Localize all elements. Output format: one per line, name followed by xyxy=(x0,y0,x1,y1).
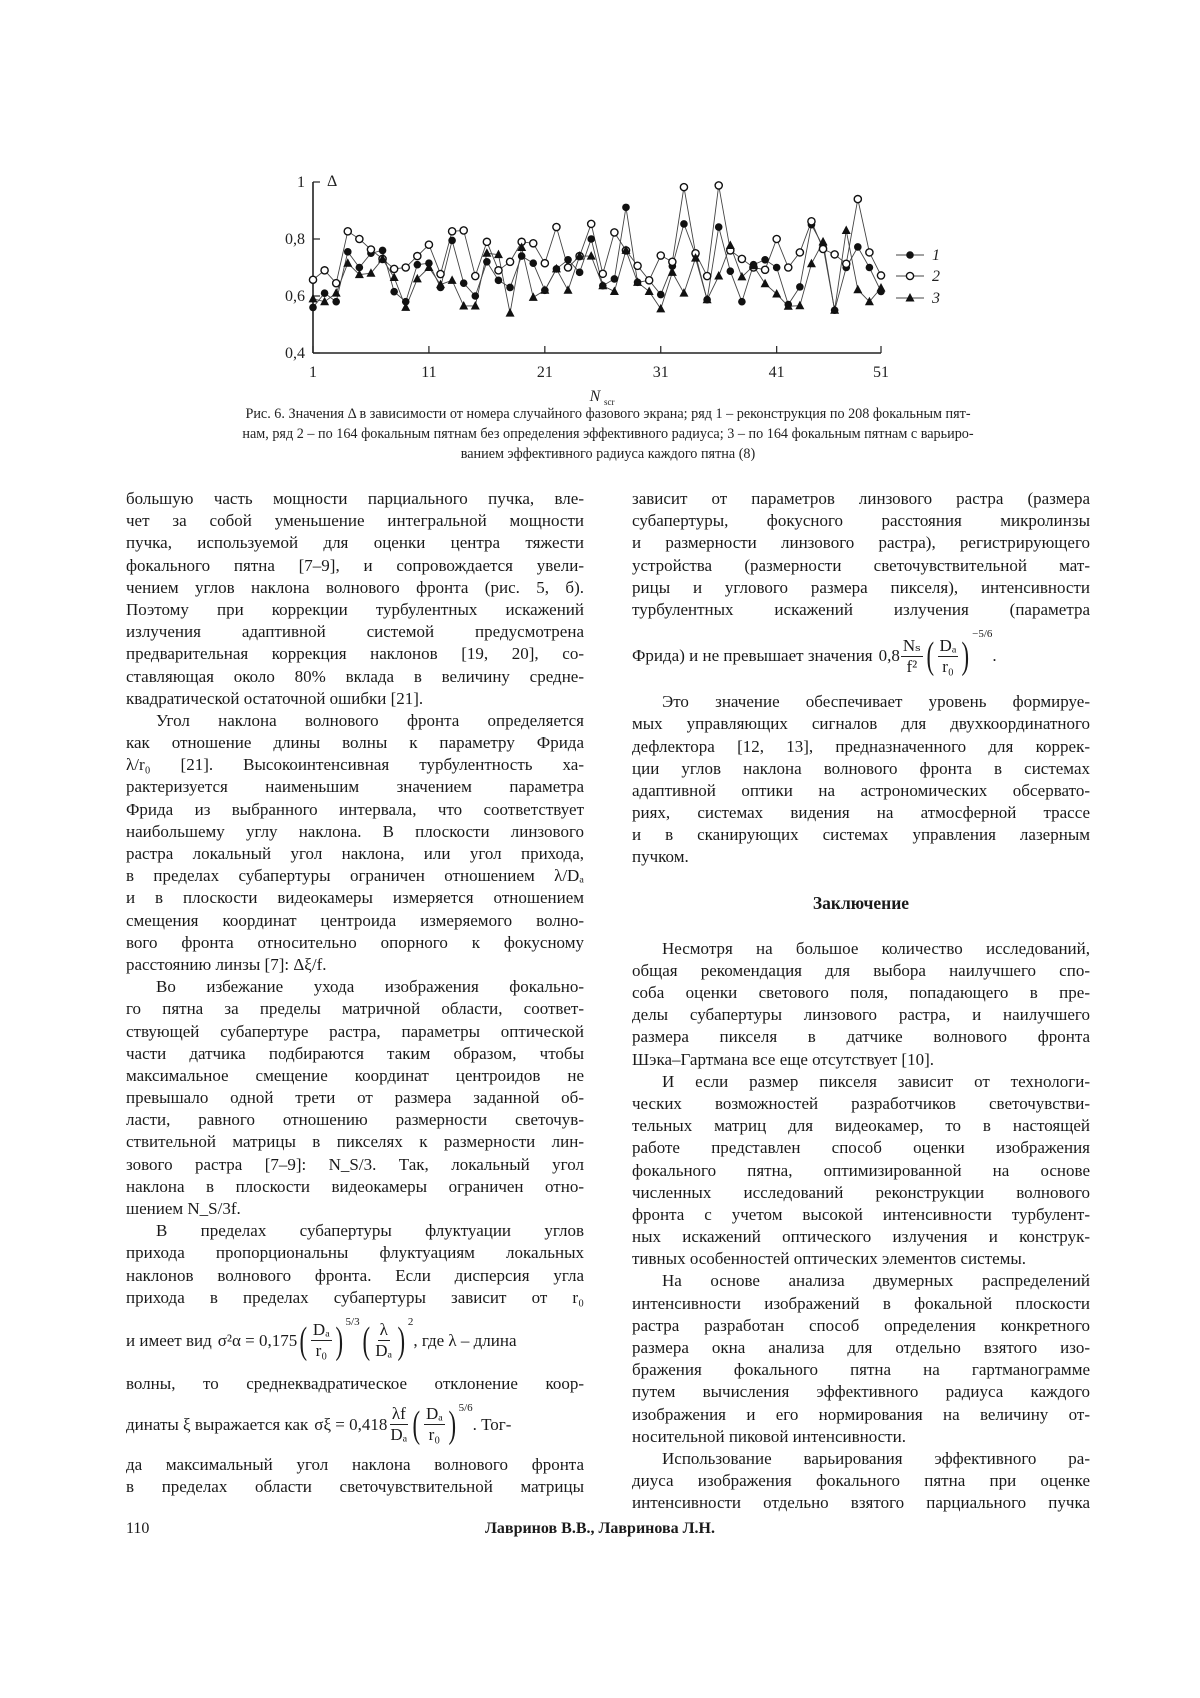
text-line: диуса изображения фокального пятна при оценке xyxy=(632,1470,1090,1492)
text-line: носительной пиковой интенсивности. xyxy=(632,1426,1090,1448)
text-line: превышало одной трети от размера заданной об- xyxy=(126,1087,584,1109)
series-1-point xyxy=(390,288,398,296)
series-2-point xyxy=(553,223,560,230)
series-3-point xyxy=(668,267,677,276)
formula-exp: 5/3 xyxy=(346,1311,360,1333)
formula-text: динаты ξ выражается как xyxy=(126,1414,308,1436)
text-line: Во избежание ухода изображения фокально- xyxy=(126,976,584,998)
series-2-point xyxy=(367,246,374,253)
text-line: общая рекомендация для выбора наилучшего спо- xyxy=(632,960,1090,982)
series-2-point xyxy=(344,228,351,235)
series-1-point xyxy=(379,247,387,255)
text-line: На основе анализа двумерных распределений xyxy=(632,1270,1090,1292)
text-line: соба оценки светового поля, попадающего в пре- xyxy=(632,982,1090,1004)
legend-marker xyxy=(906,293,915,302)
formula-den: r₀ xyxy=(940,657,956,677)
text-line: и размерности линзового растра), регистрирующего xyxy=(632,532,1090,554)
series-2-point xyxy=(425,241,432,248)
text-line: ции углов наклона волнового фронта в системах xyxy=(632,758,1090,780)
series-3-point xyxy=(772,289,781,298)
y-tick-label: 0,8 xyxy=(285,231,305,248)
series-2-point xyxy=(541,260,548,267)
series-1-point xyxy=(587,235,595,243)
series-2-point xyxy=(773,235,780,242)
series-2-point xyxy=(414,253,421,260)
text-line: В пределах субапертуры флуктуации углов xyxy=(126,1220,584,1242)
formula-num: Dₐ xyxy=(311,1320,332,1341)
formula-text: . Тог- xyxy=(473,1414,512,1436)
series-1-point xyxy=(321,289,329,297)
y-axis-label: Δ xyxy=(327,173,337,190)
series-2-point xyxy=(460,227,467,234)
text-line: λ/r₀ [21]. Высокоинтенсивная турбулентность ха- xyxy=(126,754,584,776)
series-1-point xyxy=(309,304,317,312)
formula-num: Dₐ xyxy=(938,636,959,657)
series-3-point xyxy=(761,279,770,288)
text-line: растра разработан способ определения конкретного xyxy=(632,1315,1090,1337)
series-2-point xyxy=(564,264,571,271)
series-3-point xyxy=(737,272,746,281)
series-2-point xyxy=(333,280,340,287)
page-number: 110 xyxy=(126,1520,149,1538)
series-1-line xyxy=(313,207,881,310)
x-tick-label: 11 xyxy=(421,364,436,381)
formula-den: Dₐ xyxy=(373,1341,394,1361)
x-axis-label-subscript: scr xyxy=(604,397,615,407)
series-3-point xyxy=(656,304,665,313)
series-2-point xyxy=(808,218,815,225)
figure-6-chart xyxy=(0,0,1200,400)
series-2-point xyxy=(796,249,803,256)
series-2-point xyxy=(704,272,711,279)
series-2-point xyxy=(831,251,838,258)
text-line: чением углов наклона волнового фронта (рис. 5, б). xyxy=(126,577,584,599)
series-2-point xyxy=(877,272,884,279)
series-3-point xyxy=(714,271,723,280)
legend-marker xyxy=(906,251,914,259)
left-column xyxy=(126,488,584,1499)
section-heading: Заключение xyxy=(632,869,1090,938)
series-2-point xyxy=(391,265,398,272)
series-2-point xyxy=(472,272,479,279)
formula-den: f² xyxy=(905,657,920,677)
series-2-point xyxy=(738,255,745,262)
series-1-point xyxy=(622,204,630,212)
figure-caption xyxy=(126,404,1090,464)
series-1-point xyxy=(495,277,503,285)
series-1-point xyxy=(738,298,746,306)
text-line: размера окна анализа для отдельно взятого изо- xyxy=(632,1337,1090,1359)
text-line: фокального пятна [7–9], и сопровождается увели- xyxy=(126,555,584,577)
series-3-point xyxy=(726,241,735,250)
text-line: шением N_S/3f. xyxy=(126,1198,584,1220)
series-2-point xyxy=(506,258,513,265)
series-3-point xyxy=(679,288,688,297)
text-line: прихода пропорциональны флуктуациям локальных xyxy=(126,1242,584,1264)
text-line: работе представлен способ оценки изображения xyxy=(632,1137,1090,1159)
series-1-point xyxy=(471,292,479,300)
series-1-point xyxy=(414,261,422,269)
series-2-point xyxy=(819,245,826,252)
text-line: изображения и его нормирования на величину от- xyxy=(632,1404,1090,1426)
text-line: ческих возможностей разработчиков светочувстви- xyxy=(632,1093,1090,1115)
text-line: тельных матриц для видеокамер, то в настоящей xyxy=(632,1115,1090,1137)
text-line: Использование варьирования эффективного ра- xyxy=(632,1448,1090,1470)
text-line: большую часть мощности парциального пучка, вле- xyxy=(126,488,584,510)
text-line: Поэтому при коррекции турбулентных искажений xyxy=(126,599,584,621)
text-line: чет за собой уменьшение интегральной мощности xyxy=(126,510,584,532)
formula-lhs: σξ = 0,418 xyxy=(314,1414,387,1436)
text-line: в пределах субапертуры ограничен отношением λ/Dₐ xyxy=(126,865,584,887)
series-1-point xyxy=(715,223,723,231)
text-line: Фрида из выбранного интервала, что соответствует xyxy=(126,799,584,821)
formula-num: λ xyxy=(378,1320,390,1341)
text-line: зового растра [7–9]: N_S/3. Так, локальный угол xyxy=(126,1154,584,1176)
x-tick-label: 31 xyxy=(653,364,669,381)
formula-exp: 5/6 xyxy=(459,1397,473,1419)
text-line: вого фронта относительно опорного к фокусному xyxy=(126,932,584,954)
series-2-point xyxy=(599,270,606,277)
series-3-point xyxy=(610,286,619,295)
text-line: путем вычисления эффективного радиуса каждого xyxy=(632,1381,1090,1403)
series-1-point xyxy=(332,298,340,306)
series-2-point xyxy=(866,249,873,256)
series-1-point xyxy=(854,243,862,251)
series-2-point xyxy=(402,264,409,271)
formula-max-angle: Фрида) и не превышает значения 0,8 Nₛ f² ( Dₐ r₀ ) −5/6 . xyxy=(632,621,1090,691)
series-1-point xyxy=(529,259,537,267)
text-line: предварительная коррекция наклонов [19, 20], со- xyxy=(126,643,584,665)
series-3-point xyxy=(842,225,851,234)
formula-den: r₀ xyxy=(314,1341,330,1361)
text-line: волны, то среднеквадратическое отклонение коор- xyxy=(126,1373,584,1395)
text-line: в пределах области светочувствительной матрицы xyxy=(126,1476,584,1498)
series-1-point xyxy=(680,220,688,228)
series-2-point xyxy=(761,266,768,273)
text-line: ных искажений оптического излучения и конструк- xyxy=(632,1226,1090,1248)
series-3-point xyxy=(564,285,573,294)
series-1-point xyxy=(657,291,665,299)
series-3-point xyxy=(853,285,862,294)
x-tick-label: 21 xyxy=(537,364,553,381)
series-2-point xyxy=(588,220,595,227)
caption-line: Рис. 6. Значения Δ в зависимости от номера случайного фазового экрана; ряд 1 – реконструкция по 208 фокальным пят- xyxy=(126,404,1090,424)
formula-sigma-alpha: и имеет вид σ²α = 0,175 ( Dₐ r₀ ) 5/3 ( λ Dₐ ) 2 , где λ – длина xyxy=(126,1309,584,1373)
series-1-point xyxy=(564,256,572,264)
text-line: квадратической остаточной ошибки [21]. xyxy=(126,688,584,710)
series-2-point xyxy=(611,229,618,236)
series-2-point xyxy=(437,270,444,277)
right-column xyxy=(632,488,1090,1515)
text-line: устройства (размерности светочувствительной мат- xyxy=(632,555,1090,577)
legend-label: 1 xyxy=(932,247,940,264)
text-line: ласти, равного отношению размерности светочув- xyxy=(126,1109,584,1131)
series-1-point xyxy=(773,264,781,272)
text-line: интенсивности изображений в фокальной плоскости xyxy=(632,1293,1090,1315)
series-3-point xyxy=(471,301,480,310)
caption-line: нам, ряд 2 – по 164 фокальным пятнам без определения эффективного радиуса; 3 – по 164 фокальным пятнам с варьиро- xyxy=(126,424,1090,444)
formula-text: Фрида) и не превышает значения xyxy=(632,645,873,667)
series-2-point xyxy=(356,235,363,242)
text-line: размера пикселя в датчике волнового фронта xyxy=(632,1026,1090,1048)
x-tick-label: 1 xyxy=(309,364,317,381)
text-line: максимальное смещение координат центроидов не xyxy=(126,1065,584,1087)
series-1-point xyxy=(448,237,456,245)
text-line: бражения фокального пятна на гартманограмме xyxy=(632,1359,1090,1381)
text-line: рактеризуется наименьшим значением параметра xyxy=(126,776,584,798)
series-1-point xyxy=(518,252,526,260)
text-line: как отношение длины волны к параметру Фрида xyxy=(126,732,584,754)
caption-line: ванием эффективного радиуса каждого пятна (8) xyxy=(126,444,1090,464)
text-line: рицы и углового размера пикселя), интенсивности xyxy=(632,577,1090,599)
text-line: численных исследований реконструкции волнового xyxy=(632,1182,1090,1204)
series-1-point xyxy=(866,264,874,272)
series-1-point xyxy=(761,256,769,264)
series-2-point xyxy=(785,264,792,271)
text-line: Это значение обеспечивает уровень формируе- xyxy=(632,691,1090,713)
formula-lhs: 0,8 xyxy=(879,645,900,667)
text-line: да максимальный угол наклона волнового фронта xyxy=(126,1454,584,1476)
text-line: растра локальный угол наклона, или угол прихода, xyxy=(126,843,584,865)
formula-text: . xyxy=(992,645,996,667)
formula-den: Dₐ xyxy=(388,1425,409,1445)
formula-num: λf xyxy=(390,1404,408,1425)
text-line: го пятна за пределы матричной области, соответ- xyxy=(126,998,584,1020)
series-2-point xyxy=(530,240,537,247)
text-line: зависит от параметров линзового растра (размера xyxy=(632,488,1090,510)
series-3-point xyxy=(529,292,538,301)
text-line: ставляющая около 80% вклада в величину средне- xyxy=(126,666,584,688)
series-2-point xyxy=(680,184,687,191)
series-1-point xyxy=(796,283,804,291)
formula-num: Dₐ xyxy=(424,1404,445,1425)
text-line: турбулентных искажений излучения (параметра xyxy=(632,599,1090,621)
text-line: прихода в пределах субапертуры зависит от r₀ xyxy=(126,1287,584,1309)
x-tick-label: 41 xyxy=(769,364,785,381)
series-1-point xyxy=(576,269,584,277)
text-line: наклона в плоскости видеокамеры ограничен отно- xyxy=(126,1176,584,1198)
text-line: смещения координат центроида измеряемого волно- xyxy=(126,910,584,932)
text-line: риях, системах видения на атмосферной трассе xyxy=(632,802,1090,824)
y-tick-label: 0,4 xyxy=(285,345,305,362)
series-2-point xyxy=(309,276,316,283)
series-2-point xyxy=(669,258,676,265)
legend-label: 2 xyxy=(932,268,940,285)
text-line: Шэка–Гартмана все еще отсутствует [10]. xyxy=(632,1049,1090,1071)
series-3-point xyxy=(506,308,515,317)
series-1-point xyxy=(460,279,468,287)
formula-lhs: σ²α = 0,175 xyxy=(218,1330,298,1352)
text-line: фокального пятна, оптимизированной на основе xyxy=(632,1160,1090,1182)
series-3-point xyxy=(795,301,804,310)
formula-text: , где λ – длина xyxy=(413,1330,516,1352)
x-axis-label: N xyxy=(589,388,602,405)
formula-sigma-xi: динаты ξ выражается как σξ = 0,418 λf Dₐ ( Dₐ r₀ ) 5/6 . Тог- xyxy=(126,1395,584,1454)
series-2-point xyxy=(634,262,641,269)
text-line: ствующей субапертуре растра, параметры оптической xyxy=(126,1021,584,1043)
text-line: Несмотря на большое количество исследований, xyxy=(632,938,1090,960)
formula-den: r₀ xyxy=(427,1425,443,1445)
legend-label: 3 xyxy=(931,290,940,307)
text-line: ствительной матрицы в пикселях к размерности лин- xyxy=(126,1131,584,1153)
series-3-point xyxy=(645,286,654,295)
formula-exp: −5/6 xyxy=(972,623,992,645)
series-2-point xyxy=(854,196,861,203)
series-2-point xyxy=(449,228,456,235)
y-tick-label: 1 xyxy=(297,174,305,191)
formula-num: Nₛ xyxy=(901,636,923,657)
text-line: тивных особенностей оптических элементов системы. xyxy=(632,1248,1090,1270)
formula-text: и имеет вид xyxy=(126,1330,212,1352)
series-3-point xyxy=(448,275,457,284)
text-line: и в плоскости видеокамеры измеряется отношением xyxy=(126,887,584,909)
series-2-point xyxy=(843,260,850,267)
text-line: адаптивной оптики на астрономических обсервато- xyxy=(632,780,1090,802)
text-line: наклонов волнового фронта. Если дисперсия угла xyxy=(126,1265,584,1287)
text-line: фронта с учетом высокой интенсивности турбулент- xyxy=(632,1204,1090,1226)
series-2-point xyxy=(715,182,722,189)
series-1-point xyxy=(506,284,514,292)
series-3-point xyxy=(309,294,318,303)
x-tick-label: 51 xyxy=(873,364,889,381)
series-2-point xyxy=(646,277,653,284)
text-line: расстоянию линзы [7]: Δξ/f. xyxy=(126,954,584,976)
series-1-point xyxy=(483,258,491,266)
text-line: излучения адаптивной системой предусмотрена xyxy=(126,621,584,643)
text-line: субапертуры, фокусного расстояния микролинзы xyxy=(632,510,1090,532)
text-line: и в сканирующих системах управления лазерным xyxy=(632,824,1090,846)
text-line: интенсивности отдельно взятого парциального пучка xyxy=(632,1492,1090,1514)
series-3-point xyxy=(343,258,352,267)
text-line: дефлектора [12, 13], предназначенного для коррек- xyxy=(632,736,1090,758)
text-line: делы субапертуры линзового растра, и наилучшего xyxy=(632,1004,1090,1026)
series-2-point xyxy=(483,238,490,245)
text-line: Угол наклона волнового фронта определяется xyxy=(126,710,584,732)
text-line: наибольшему углу наклона. В плоскости линзового xyxy=(126,821,584,843)
y-tick-label: 0,6 xyxy=(285,288,305,305)
series-2-point xyxy=(321,267,328,274)
series-1-point xyxy=(611,275,619,283)
text-line: И если размер пикселя зависит от технологи- xyxy=(632,1071,1090,1093)
text-line: части датчика подбираются таким образом, чтобы xyxy=(126,1043,584,1065)
series-3-point xyxy=(807,259,816,268)
series-1-point xyxy=(344,248,352,256)
text-line: пучка, используемой для оценки центра тяжести xyxy=(126,532,584,554)
series-2-point xyxy=(495,267,502,274)
text-line: пучком. xyxy=(632,846,1090,868)
series-3-line xyxy=(313,230,881,313)
formula-exp: 2 xyxy=(408,1311,414,1333)
series-3-point xyxy=(390,272,399,281)
legend-marker xyxy=(906,272,913,279)
series-1-point xyxy=(727,267,735,275)
series-2-point xyxy=(657,252,664,259)
series-3-point xyxy=(459,301,468,310)
text-line: мых управляющих сигналов для двухкоординатного xyxy=(632,713,1090,735)
running-footer-authors: Лавринов В.В., Лавринова Л.Н. xyxy=(0,1520,1200,1538)
